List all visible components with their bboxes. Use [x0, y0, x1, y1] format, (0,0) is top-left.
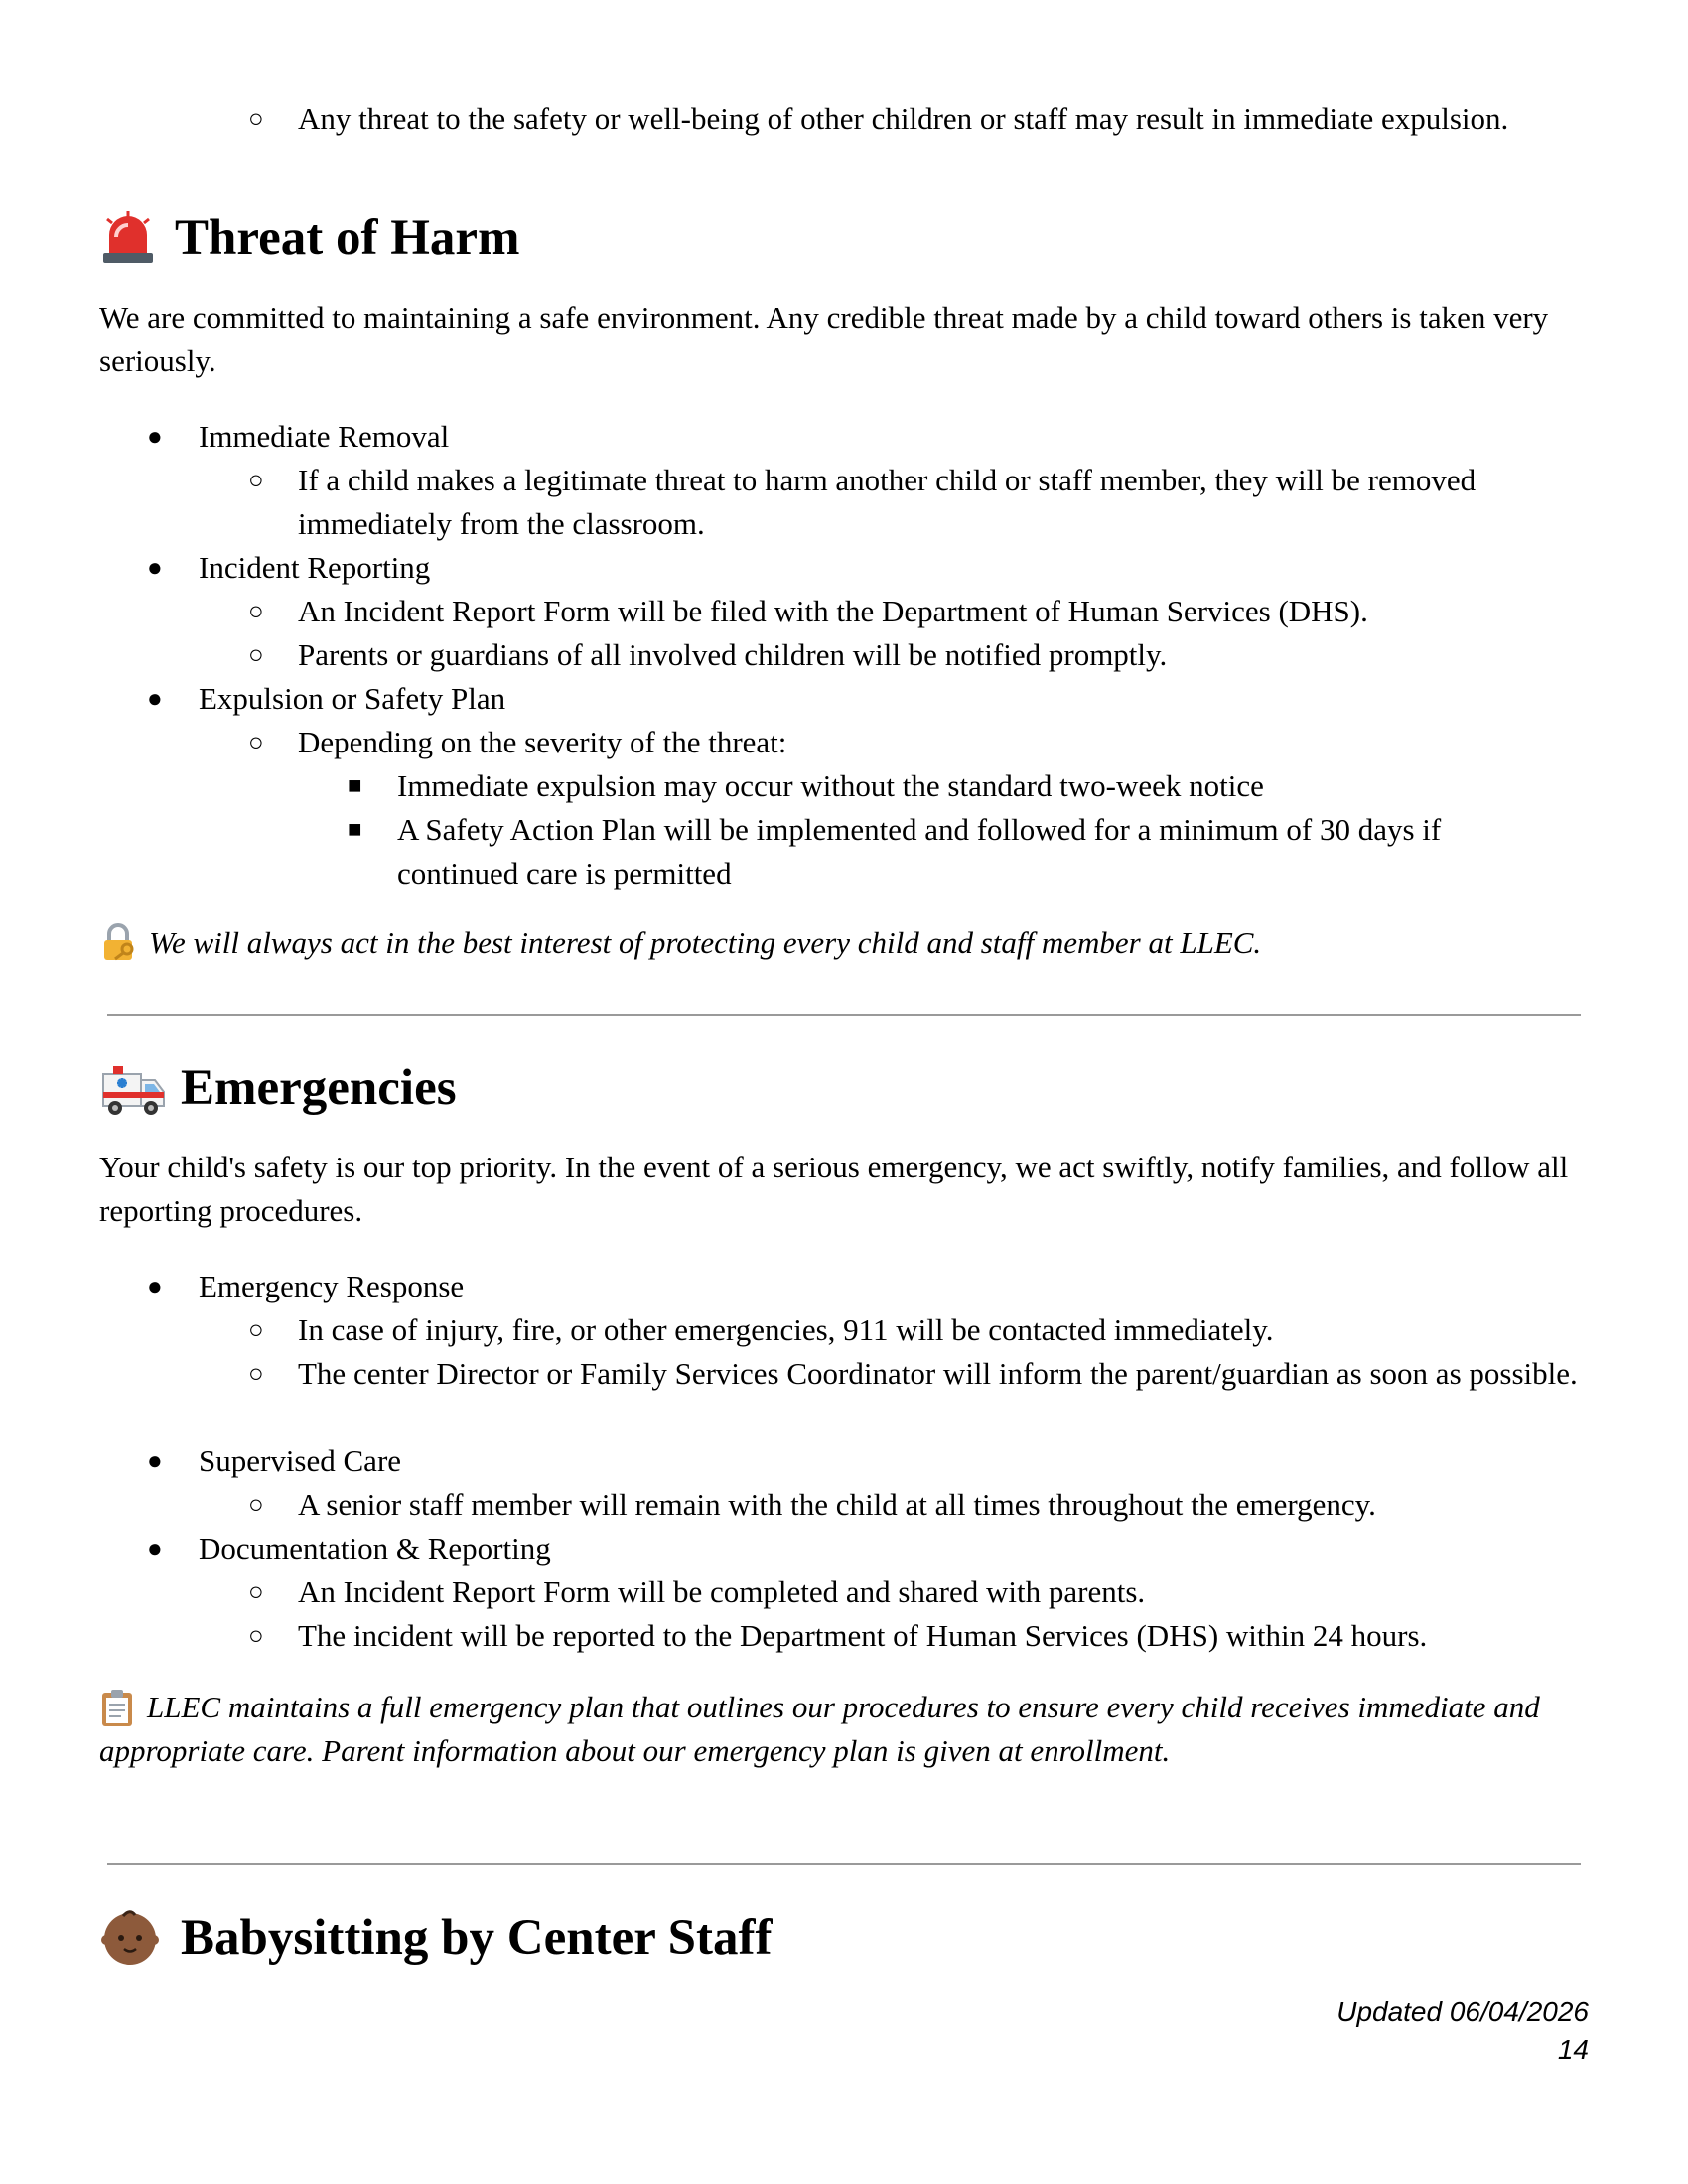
- intro-sub-item: Any threat to the safety or well-being of other children or staff may result in immediate expulsion.: [298, 101, 1509, 136]
- emergencies-sub-item: The center Director or Family Services Coordinator will inform the parent/guardian as soon as possible.: [298, 1356, 1578, 1391]
- emergencies-item-supervised-care: Supervised Care: [199, 1443, 402, 1478]
- locked-with-key-icon: [99, 923, 137, 961]
- babysitting-heading: Babysitting by Center Staff: [181, 1910, 773, 1966]
- threat-intro: We are committed to maintaining a safe environment. Any credible threat made by a child toward others is taken very seriously.: [99, 300, 1549, 378]
- emergencies-sub-item: The incident will be reported to the Department of Human Services (DHS) within 24 hours.: [298, 1618, 1428, 1653]
- sub-bullet-marker: ○: [248, 1359, 264, 1388]
- bullet-marker: ●: [147, 1534, 163, 1563]
- footer-page-number: 14: [1557, 2034, 1589, 2065]
- section-divider: [107, 1863, 1581, 1865]
- emergencies-item-emergency-response: Emergency Response: [199, 1269, 465, 1303]
- threat-item-immediate-removal: Immediate Removal: [199, 419, 450, 454]
- footer-updated-date: Updated 06/04/2026: [1336, 1996, 1589, 2027]
- square-bullet-marker: ■: [348, 817, 362, 843]
- bullet-marker: ●: [147, 684, 163, 713]
- emergencies-sub-item: A senior staff member will remain with the child at all times throughout the emergency.: [298, 1487, 1376, 1522]
- emergencies-item-documentation-reporting: Documentation & Reporting: [199, 1531, 551, 1566]
- sub-bullet-marker: ○: [248, 597, 264, 625]
- threat-sub-item: If a child makes a legitimate threat to harm another child or staff member, they will be removed immediately from the classroom.: [298, 463, 1477, 541]
- threat-item-expulsion-or-safety-plan: Expulsion or Safety Plan: [199, 681, 506, 716]
- threat-subsub-item: Immediate expulsion may occur without the standard two-week notice: [397, 768, 1264, 803]
- sub-bullet-marker: ○: [248, 1315, 264, 1344]
- sub-bullet-marker: ○: [248, 728, 264, 756]
- emergencies-note: LLEC maintains a full emergency plan that outlines our procedures to ensure every child receives immediate and appropriate care. Parent information about our emergency plan is given at enrollment.: [99, 1690, 1540, 1768]
- bullet-marker: ●: [147, 1446, 163, 1475]
- threat-subsub-item: A Safety Action Plan will be implemented and followed for a minimum of 30 days if continued care is permitted: [397, 812, 1442, 890]
- emergencies-sub-item: An Incident Report Form will be completed and shared with parents.: [298, 1574, 1146, 1609]
- threat-sub-item: An Incident Report Form will be filed with the Department of Human Services (DHS).: [298, 594, 1368, 628]
- threat-note: We will always act in the best interest of protecting every child and staff member at LLEC.: [149, 925, 1262, 960]
- sub-bullet-marker: ○: [248, 104, 264, 133]
- bullet-marker: ●: [147, 1272, 163, 1300]
- bullet-marker: ●: [147, 422, 163, 451]
- bullet-marker: ●: [147, 553, 163, 582]
- threat-sub-item: Parents or guardians of all involved children will be notified promptly.: [298, 637, 1168, 672]
- square-bullet-marker: ■: [348, 773, 362, 799]
- emergencies-sub-item: In case of injury, fire, or other emergencies, 911 will be contacted immediately.: [298, 1312, 1274, 1347]
- emergencies-intro: Your child's safety is our top priority. In the event of a serious emergency, we act swiftly, notify families, and follow all reporting procedures.: [99, 1150, 1569, 1228]
- siren-icon: [99, 209, 157, 267]
- sub-bullet-marker: ○: [248, 1577, 264, 1606]
- ambulance-icon: [99, 1058, 167, 1118]
- sub-bullet-marker: ○: [248, 640, 264, 669]
- threat-heading: Threat of Harm: [175, 210, 520, 266]
- emergencies-heading: Emergencies: [181, 1060, 457, 1116]
- threat-sub-item: Depending on the severity of the threat:: [298, 725, 787, 759]
- sub-bullet-marker: ○: [248, 1490, 264, 1519]
- threat-item-incident-reporting: Incident Reporting: [199, 550, 431, 585]
- sub-bullet-marker: ○: [248, 1621, 264, 1650]
- baby-icon: [99, 1906, 161, 1968]
- sub-bullet-marker: ○: [248, 466, 264, 494]
- section-divider: [107, 1014, 1581, 1016]
